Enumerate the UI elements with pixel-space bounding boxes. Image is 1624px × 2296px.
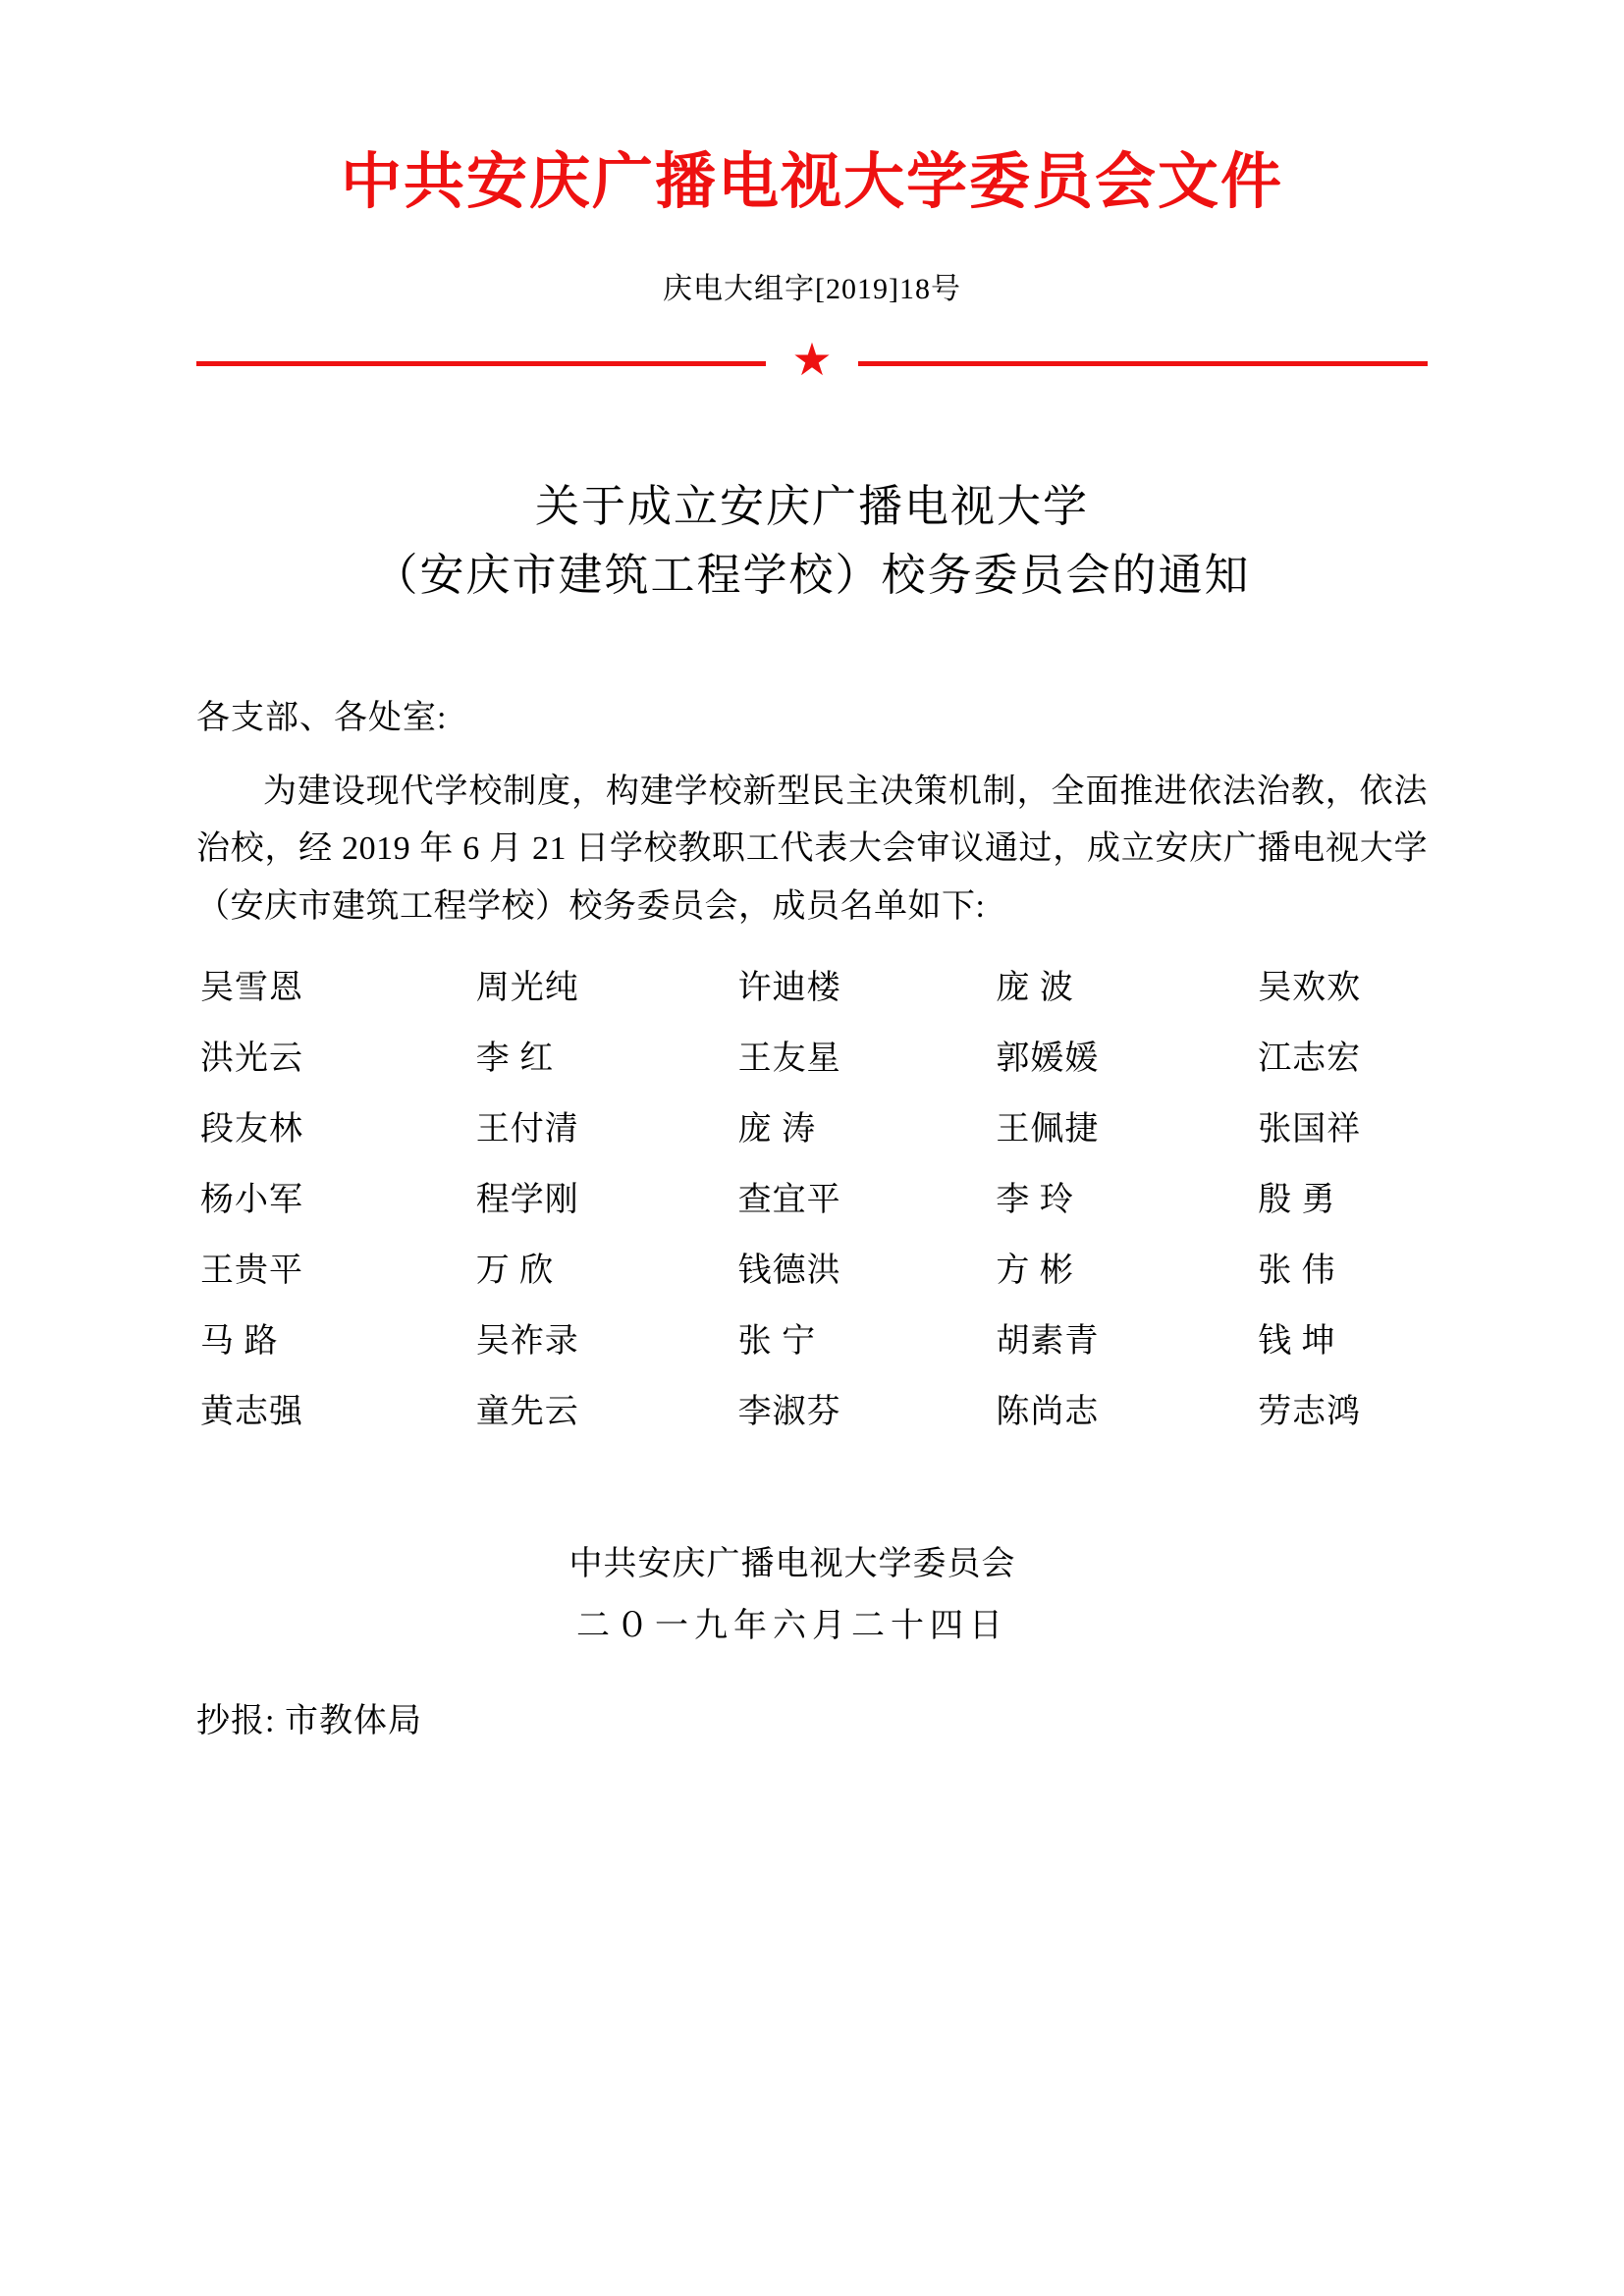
member-name: 钱 坤 bbox=[1258, 1323, 1336, 1361]
member-name: 许迪楼 bbox=[737, 970, 841, 1007]
member-name: 张 宁 bbox=[737, 1323, 817, 1361]
salutation: 各支部、各处室: bbox=[196, 699, 448, 736]
table-row bbox=[196, 1377, 1428, 1448]
page-title-line-2: （安庆市建筑工程学校）校务委员会的通知 bbox=[373, 550, 1251, 601]
member-name: 胡素青 bbox=[996, 1323, 1100, 1361]
signature-organization: 中共安庆广播电视大学委员会 bbox=[568, 1546, 1016, 1583]
table-row bbox=[196, 953, 1428, 1024]
star-icon: ★ bbox=[791, 335, 833, 386]
member-name: 劳志鸿 bbox=[1258, 1394, 1362, 1431]
member-name: 黄志强 bbox=[200, 1394, 303, 1431]
member-name-grid-body bbox=[196, 953, 1428, 1448]
member-name: 陈尚志 bbox=[996, 1394, 1100, 1431]
member-name: 庞 涛 bbox=[737, 1111, 817, 1148]
rule-bar-left bbox=[196, 361, 766, 366]
table-row bbox=[196, 1236, 1428, 1307]
member-name: 吴雪恩 bbox=[200, 970, 303, 1007]
member-name: 童先云 bbox=[475, 1394, 579, 1431]
member-name: 杨小军 bbox=[200, 1182, 303, 1219]
table-row bbox=[196, 1095, 1428, 1165]
member-name: 张国祥 bbox=[1258, 1111, 1362, 1148]
member-name: 张 伟 bbox=[1258, 1253, 1336, 1290]
body-paragraph: 为建设现代学校制度，构建学校新型民主决策机制，全面推进依法治教，依法治校，经 2019 年 6 月 21 日学校教职工代表大会审议通过，成立安庆广播电视大学（安庆市建筑工程学校）校务委员会，成员名单如下: bbox=[196, 773, 1428, 925]
document-masthead: 中共安庆广播电视大学委员会文件 bbox=[340, 148, 1283, 216]
table-row bbox=[196, 1165, 1428, 1236]
member-name: 万 欣 bbox=[475, 1253, 555, 1290]
member-name: 方 彬 bbox=[996, 1253, 1074, 1290]
member-name: 李 玲 bbox=[996, 1182, 1074, 1219]
document-number: 庆电大组字[2019]18号 bbox=[663, 273, 961, 306]
member-name: 郭媛媛 bbox=[996, 1041, 1100, 1078]
member-name: 程学刚 bbox=[475, 1182, 579, 1219]
member-name: 吴祚录 bbox=[475, 1323, 579, 1361]
member-name: 洪光云 bbox=[200, 1041, 303, 1078]
member-name: 马 路 bbox=[200, 1323, 279, 1361]
member-name-grid bbox=[196, 953, 1428, 1448]
member-name: 殷 勇 bbox=[1258, 1182, 1336, 1219]
signature-date: 二０一九年六月二十四日 bbox=[576, 1608, 1008, 1645]
signature-block bbox=[196, 1534, 1428, 1658]
red-separator-rule bbox=[196, 335, 1428, 386]
member-name: 钱德洪 bbox=[737, 1253, 841, 1290]
member-name: 吴欢欢 bbox=[1258, 970, 1362, 1007]
member-name: 江志宏 bbox=[1258, 1041, 1362, 1078]
member-name: 王付清 bbox=[475, 1111, 579, 1148]
cc-line: 抄报: 市教体局 bbox=[196, 1702, 422, 1739]
table-row bbox=[196, 1024, 1428, 1095]
member-name: 王友星 bbox=[737, 1041, 841, 1078]
member-name: 王贵平 bbox=[200, 1253, 303, 1290]
rule-bar-right bbox=[858, 361, 1428, 366]
member-name: 周光纯 bbox=[475, 970, 579, 1007]
member-name: 查宜平 bbox=[737, 1182, 841, 1219]
member-name: 段友林 bbox=[200, 1111, 303, 1148]
page-title bbox=[196, 472, 1428, 610]
member-name: 庞 波 bbox=[996, 970, 1074, 1007]
page-title-line-1: 关于成立安庆广播电视大学 bbox=[534, 481, 1089, 532]
table-row bbox=[196, 1307, 1428, 1377]
member-name: 李 红 bbox=[475, 1041, 555, 1078]
member-name: 李淑芬 bbox=[737, 1394, 841, 1431]
member-name: 王佩捷 bbox=[996, 1111, 1100, 1148]
